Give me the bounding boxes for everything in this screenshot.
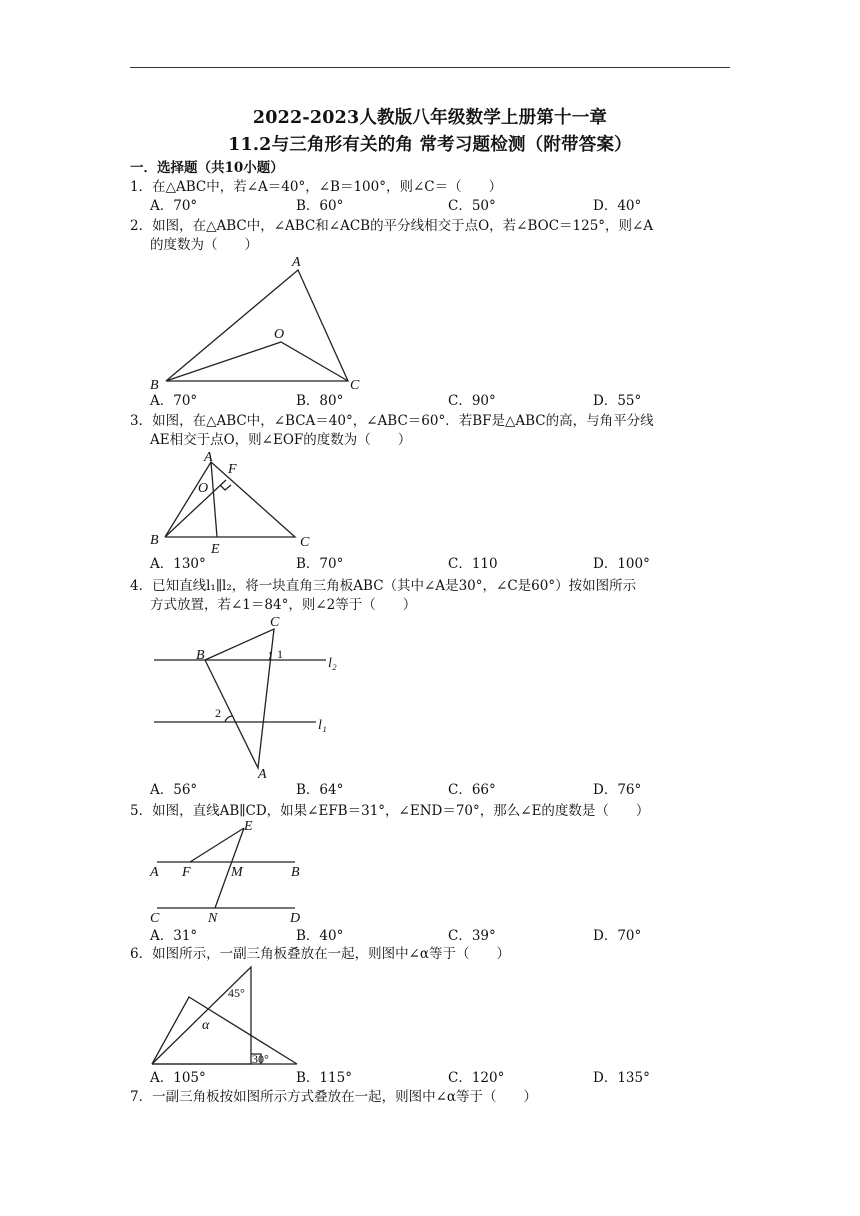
title-line-1: 2022-2023人教版八年级数学上册第十一章 — [252, 108, 608, 128]
q5-label-f: F — [182, 865, 191, 880]
q4-label-l2: l₂ — [328, 656, 337, 671]
q5-label-m: M — [231, 865, 243, 880]
q2-triangle-figure — [140, 250, 380, 395]
q2-triangle — [166, 270, 348, 381]
q5-option-b: B．40° — [296, 928, 344, 944]
q2-label-o: O — [274, 327, 285, 342]
q3-label-e: E — [211, 542, 220, 557]
q6-triangle-45 — [152, 967, 251, 1064]
q5-option-a: A．31° — [150, 928, 198, 944]
q5-line-ef — [190, 828, 244, 862]
q5-option-d: D．70° — [593, 928, 642, 944]
q4-stem-line-2: 方式放置，若∠1＝84°，则∠2等于（ ） — [150, 597, 417, 613]
title-line-2: 11.2与三角形有关的角 常考习题检测（附带答案） — [228, 135, 632, 155]
q5-parallel-lines-figure — [140, 818, 320, 928]
q3-stem-line-1: 3．如图，在△ABC中，∠BCA＝40°，∠ABC＝60°．若BF是△ABC的高，与角平分线 — [130, 413, 654, 429]
q6-label-30: 30° — [252, 1052, 269, 1066]
q4-option-c: C．66° — [448, 782, 496, 798]
q2-option-a: A．70° — [150, 393, 198, 409]
q3-bisector-ae — [211, 462, 217, 537]
q2-label-c: C — [350, 378, 360, 393]
q7-stem: 7．一副三角板按如图所示方式叠放在一起，则图中∠α等于（ ） — [130, 1089, 538, 1105]
q4-label-1: 1 — [277, 647, 283, 661]
q4-stem-line-1: 4．已知直线l₁∥l₂，将一块直角三角板ABC（其中∠A是30°，∠C是60°）按如图所示 — [130, 578, 637, 594]
q6-stem: 6．如图所示，一副三角板叠放在一起，则图中∠α等于（ ） — [130, 946, 511, 962]
q4-angle-1-arc — [269, 652, 271, 660]
q1-stem: 1．在△ABC中，若∠A＝40°，∠B＝100°，则∠C＝（ ） — [130, 179, 503, 195]
q4-label-2: 2 — [215, 706, 221, 720]
q4-label-a: A — [258, 767, 267, 782]
q5-label-d: D — [290, 911, 301, 926]
q4-label-l1: l₁ — [318, 718, 327, 733]
q2-label-a: A — [292, 255, 301, 270]
q3-label-b: B — [150, 533, 159, 548]
q4-angle-2-arc — [225, 716, 232, 722]
q6-option-b: B．115° — [296, 1070, 352, 1086]
q5-option-c: C．39° — [448, 928, 496, 944]
q2-bisectors — [166, 342, 348, 381]
q6-set-squares-figure — [140, 962, 320, 1072]
q2-stem-line-1: 2．如图，在△ABC中，∠ABC和∠ACB的平分线相交于点O，若∠BOC＝125°，则∠A — [130, 218, 654, 234]
q1-option-b: B．60° — [296, 198, 344, 214]
q4-label-c: C — [270, 615, 280, 630]
q3-option-d: D．100° — [593, 556, 650, 572]
q2-option-c: C．90° — [448, 393, 496, 409]
q4-triangle — [205, 629, 274, 768]
q2-option-d: D．55° — [593, 393, 642, 409]
q3-option-c: C．110 — [448, 556, 498, 572]
q5-label-b: B — [291, 865, 300, 880]
q4-parallel-lines-figure — [140, 612, 370, 782]
q3-option-b: B．70° — [296, 556, 344, 572]
q6-label-45: 45° — [228, 986, 245, 1000]
header-rule — [130, 67, 730, 68]
q2-option-b: B．80° — [296, 393, 344, 409]
q1-option-d: D．40° — [593, 198, 642, 214]
q3-right-angle-mark — [220, 485, 231, 490]
q4-label-b: B — [196, 648, 205, 663]
q6-option-a: A．105° — [150, 1070, 206, 1086]
q3-option-a: A．130° — [150, 556, 206, 572]
q2-stem-line-2: 的度数为（ ） — [150, 237, 258, 253]
q5-stem: 5．如图，直线AB∥CD，如果∠EFB＝31°，∠END＝70°，那么∠E的度数是（ ） — [130, 803, 650, 819]
q4-option-b: B．64° — [296, 782, 344, 798]
q5-label-a: A — [150, 865, 159, 880]
q5-label-n: N — [208, 911, 218, 926]
q6-option-c: C．120° — [448, 1070, 505, 1086]
section-heading: 一．选择题（共10小题） — [130, 160, 284, 176]
q5-label-e: E — [244, 819, 253, 834]
q3-label-o: O — [198, 481, 209, 496]
q3-stem-line-2: AE相交于点O，则∠EOF的度数为（ ） — [150, 432, 412, 448]
q6-triangle-30 — [152, 997, 297, 1064]
q4-option-a: A．56° — [150, 782, 198, 798]
q3-label-c: C — [300, 535, 310, 550]
q2-label-b: B — [150, 378, 159, 393]
q4-option-d: D．76° — [593, 782, 642, 798]
q3-label-a: A — [204, 450, 213, 465]
q3-triangle-figure — [140, 446, 330, 556]
q6-label-alpha: α — [202, 1018, 210, 1033]
q3-label-f: F — [228, 462, 237, 477]
q5-label-c: C — [150, 911, 160, 926]
q1-option-c: C．50° — [448, 198, 496, 214]
q1-option-a: A．70° — [150, 198, 198, 214]
q6-option-d: D．135° — [593, 1070, 650, 1086]
